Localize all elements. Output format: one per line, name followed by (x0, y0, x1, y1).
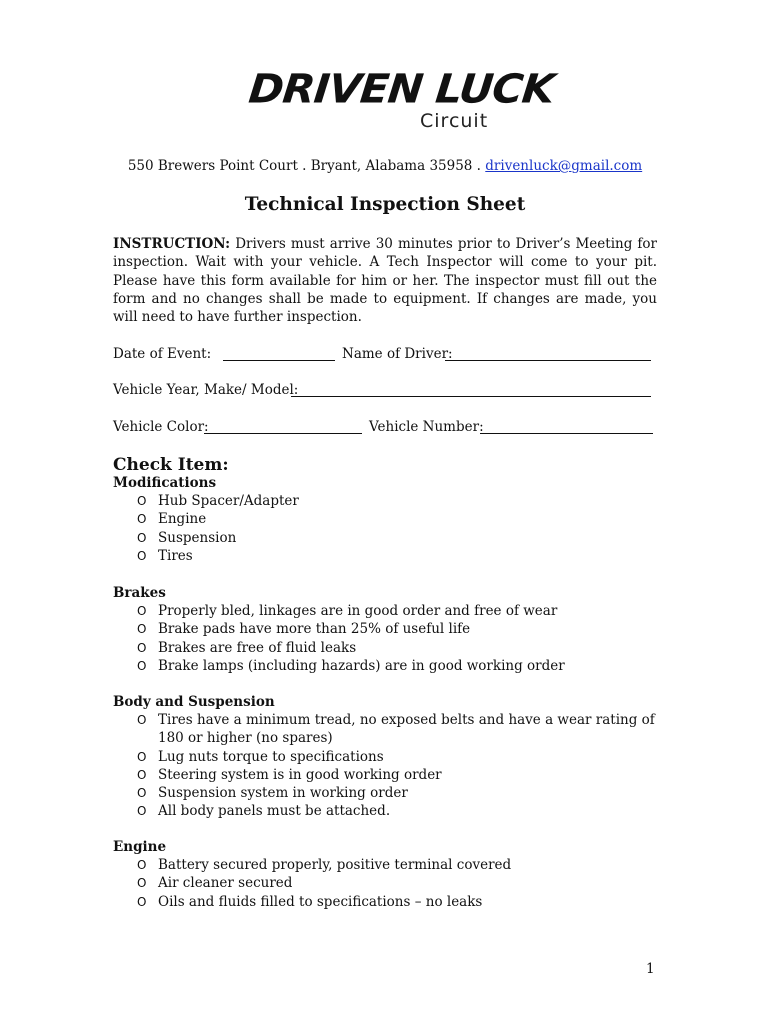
section-modifications (113, 474, 663, 565)
checklist-item (113, 639, 655, 657)
driven-luck-logo (245, 65, 557, 136)
item-text: Tires have a minimum tread, no exposed belts and have a wear rating of 180 or higher (no spares) (158, 712, 655, 747)
vehicle-color-label: Vehicle Color: (113, 419, 209, 435)
logo-wordmark: DRIVEN LUCK (246, 65, 557, 112)
item-text: Lug nuts torque to specifications (158, 748, 384, 765)
checklist (113, 492, 663, 565)
page-number: 1 (646, 961, 655, 977)
check-item-heading: Check Item: (113, 455, 229, 475)
section-title: Brakes (113, 585, 166, 601)
checkbox-circle-icon[interactable]: O (137, 713, 147, 728)
instruction-text: Drivers must arrive 30 minutes prior to Driver’s Meeting for inspection. Wait with your vehicle. A Tech Inspector will come to your pit. Please have this form available for him or her. The inspector must fill out the form and no changes shall be made to equipment. If changes are made, you will need to have further inspection. (113, 236, 657, 326)
checkbox-circle-icon[interactable]: O (137, 658, 147, 673)
item-text: Steering system is in good working order (158, 766, 442, 783)
checkbox-circle-icon[interactable]: O (137, 858, 147, 873)
checkbox-circle-icon[interactable]: O (137, 530, 147, 545)
checklist-item (113, 620, 655, 638)
checklist-item (113, 748, 655, 766)
vehicle-number-field[interactable] (480, 433, 653, 434)
section-body-and-suspension (113, 693, 663, 820)
checkbox-circle-icon[interactable]: O (137, 512, 147, 527)
date-of-event-label: Date of Event: (113, 346, 212, 362)
checkbox-circle-icon[interactable]: O (137, 786, 147, 801)
field-row-color-number (113, 418, 657, 438)
address-text: 550 Brewers Point Court . Bryant, Alabama 35958 . (127, 158, 486, 174)
checklist-item (113, 766, 655, 784)
date-of-event-field[interactable] (223, 360, 335, 361)
checklist (113, 856, 663, 911)
item-text: Suspension (158, 529, 237, 546)
item-text: All body panels must be attached. (158, 803, 391, 820)
item-text: Properly bled, linkages are in good order and free of wear (158, 603, 558, 620)
checklist-item (113, 657, 655, 675)
checklist-item (113, 602, 655, 620)
checklist-item (113, 547, 655, 565)
item-text: Hub Spacer/Adapter (158, 493, 299, 510)
checklist-item (113, 802, 655, 820)
section-title: Modifications (113, 475, 217, 491)
item-text: Brake lamps (including hazards) are in good working order (158, 657, 565, 674)
field-row-event-driver (113, 345, 657, 365)
item-text: Brakes are free of fluid leaks (158, 639, 357, 656)
checkbox-circle-icon[interactable]: O (137, 548, 147, 563)
vehicle-year-make-model-label: Vehicle Year, Make/ Model: (113, 382, 299, 398)
item-text: Oils and fluids filled to specifications – no leaks (158, 893, 483, 910)
checkbox-circle-icon[interactable]: O (137, 804, 147, 819)
email-link[interactable]: drivenluck@gmail.com (485, 158, 643, 174)
field-row-vehicle (113, 381, 657, 401)
logo-subtitle: Circuit (420, 110, 489, 132)
section-title: Engine (113, 839, 167, 855)
checklist-item (113, 711, 655, 747)
checklist-item (113, 492, 655, 510)
checklist-item (113, 510, 655, 528)
item-text: Engine (158, 511, 207, 528)
checklist-item (113, 893, 655, 911)
checklist-item (113, 784, 655, 802)
checkbox-circle-icon[interactable]: O (137, 494, 147, 509)
section-title: Body and Suspension (113, 694, 275, 710)
checkbox-circle-icon[interactable]: O (137, 749, 147, 764)
page-title: Technical Inspection Sheet (244, 194, 526, 215)
item-text: Air cleaner secured (158, 875, 293, 892)
checkbox-circle-icon[interactable]: O (137, 894, 147, 909)
item-text: Brake pads have more than 25% of useful life (158, 621, 471, 638)
name-of-driver-field[interactable] (445, 360, 651, 361)
checklist (113, 711, 663, 820)
section-engine (113, 838, 663, 911)
checkbox-circle-icon[interactable]: O (137, 640, 147, 655)
item-text: Suspension system in working order (158, 785, 408, 802)
checklist-item (113, 856, 655, 874)
contact-line (0, 157, 770, 175)
checklist-item (113, 529, 655, 547)
checklist (113, 602, 663, 675)
name-of-driver-label: Name of Driver: (342, 346, 453, 362)
checkbox-circle-icon[interactable]: O (137, 876, 147, 891)
checkbox-circle-icon[interactable]: O (137, 622, 147, 637)
vehicle-color-field[interactable] (204, 433, 362, 434)
checkbox-circle-icon[interactable]: O (137, 604, 147, 619)
checkbox-circle-icon[interactable]: O (137, 767, 147, 782)
item-text: Battery secured properly, positive terminal covered (158, 857, 512, 874)
vehicle-year-make-model-field[interactable] (291, 396, 651, 397)
item-text: Tires (158, 547, 193, 564)
checklist-item (113, 874, 655, 892)
instruction-paragraph (113, 235, 657, 326)
instruction-label: INSTRUCTION: (113, 236, 231, 252)
vehicle-number-label: Vehicle Number: (369, 419, 484, 435)
section-brakes (113, 584, 663, 675)
